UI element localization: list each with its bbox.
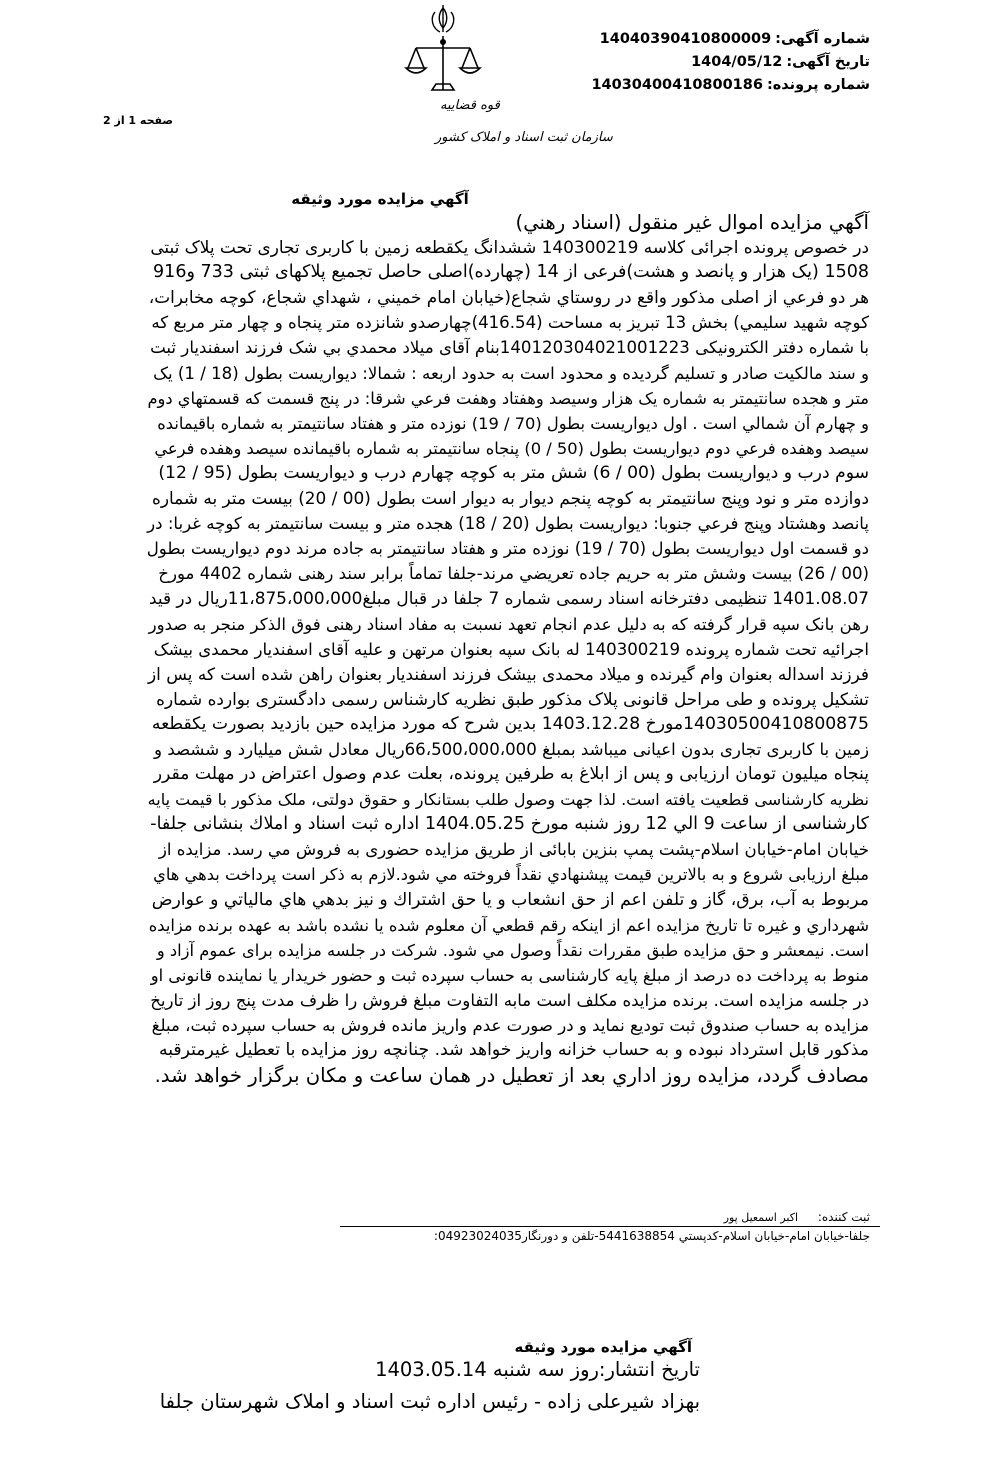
registrar-label: ثبت كننده: [817, 1210, 870, 1224]
page-indicator: صفحه 1 از 2 [103, 114, 174, 127]
body-line: رهن بانک سپه قرار گرفته که به دلیل عدم انجام تعهد نسبت به مفاد اسناد رهنی فوق الذکر منجر به صدور [148, 614, 869, 634]
body-line: سوم درب و ديواريست بطول (00 / 6) شش متر به کوچه چهارم درب و ديواريست بطول (95 / 12) [158, 462, 869, 483]
body-line: اجرائیه تحت شماره پرونده 140300219 له بانک سپه بعنوان مرتهن و علیه آقای اسفندیار محمدی بیشک [153, 639, 869, 659]
body-line: و سند مالکيت صادر و تسليم گرديده و محدود است به حدود اربعه : شمالا: ديواريست بطول (18 / 1) يک [153, 363, 869, 383]
body-line: 1401.08.07 تنظیمی دفترخانه اسناد رسمی شماره 7 جلفا در قبال مبلغ11،875،000،000ریال در قید [149, 588, 869, 609]
body-line: کوچه شهيد سليمي) بخش 13 تبريز به مساحت (416.54)چهارصدو شانزده متر پنجاه و چهار متر مربع که [151, 313, 869, 333]
body-line: پانصد وهشتاد وپنج فرعي جنوبا: ديواريست بطول (20 / 18) هجده متر و بيست سانتيمتر به کوچه غربا: در [147, 514, 869, 534]
case-number-row [591, 74, 870, 97]
judiciary-scales-emblem-icon [380, 2, 510, 172]
divider [340, 1226, 880, 1227]
body-line: 1508 (یک هزار و پانصد و هشت)فرعی از 14 (چهارده)اصلی حاصل تجمیع پلاکهای ثبتی 733 و916 [153, 262, 869, 283]
ad-number-label: شماره آگهی: [775, 31, 870, 47]
body-line: خيابان امام-خيابان اسلام-پشت پمپ بنزين بابائی از طريق مزايده حضوری به فروش مي رسد. مزايده از [158, 840, 869, 860]
body-line: 14030500410800875مورخ 1403.12.28 بدین شرح که مورد مزایده حین بازدید بصورت یکقطعه [151, 713, 869, 734]
ad-date-label: تاریخ آگهی: [786, 54, 870, 70]
body-line: سيصد وهفده فرعي دوم ديواريست بطول (50 / 0) پنجاه سانتيمتر به شماره باقيمانده سيصد وهفده فرعي [154, 438, 869, 458]
body-line: کارشناسی از ساعت 9 الي 12 روز شنبه مورخ 1404.05.25 اداره ثبت اسناد و املاك بنشانی جلفا- [150, 814, 869, 835]
body-line: مصادف گردد، مزايده روز اداري بعد از تعطيل در همان ساعت و مکان برگزار خواهد شد. [154, 1064, 869, 1088]
emblem-caption-judiciary: قوه قضاییه [440, 98, 500, 113]
emblem-caption-registration-org: سازمان ثبت اسناد و املاک کشور [435, 130, 613, 145]
body-line: زمین با کاربری تجاری بدون اعیانی میباشد بمبلغ 66،500،000،000ریال معادل شش میلیارد و ششصد و [154, 739, 869, 759]
body-line: مزايده به حساب صندوق ثبت توديع نمايد و در صورت عدم واريز مانده فروش به حساب سپرده ثبت، مبلغ [151, 1016, 869, 1035]
body-line: پنجاه میلیون تومان ارزیابی و پس از ابلاغ به طرفین پرونده، بعلت عدم وصول اعتراض در مهلت مقرر [153, 764, 869, 785]
registrar [724, 1210, 870, 1224]
body-line: با شماره دفتر الکترونیکی 140120304021001223بنام آقای ميلاد محمدي بي شک فرزند اسفنديار ثبت [150, 338, 869, 358]
body-line: شهرداري و غيره تا تاريخ مزايده اعم از اينکه رقم قطعي آن معلوم شده يا نشده باشد به عهده برنده مزايده [148, 915, 869, 935]
body-line: منوط به پرداخت ده درصد از مبلغ پايه کارشناسی به حساب سپرده ثبت و حضور خريدار يا نماينده قانونی او [150, 965, 869, 985]
body-line: هر دو فرعي از اصلی مذکور واقع در روستاي شجاع(خيابان امام خميني ، شهداي شجاع، کوچه مخابرات، [148, 287, 869, 308]
body-line: تشکیل پرونده و طی مراحل قانونی پلاک مذکور طبق نظریه کارشناس رسمی دادگستری بوارده شماره [156, 688, 869, 709]
registrar-name: اكبر اسمعيل پور [723, 1211, 799, 1224]
case-number-label: شماره پرونده: [766, 77, 870, 93]
body-line: آگهي مزايده اموال غير منقول (اسناد رهني) [515, 211, 869, 234]
ad-number-row [591, 28, 870, 51]
footer-title: آگهي مزايده مورد وثيقه [514, 1338, 692, 1356]
body-line: مبلغ ارزيابی شروع و به بالاترين قيمت پيشنهادي نقداً فروخته مي شود.لازم به ذکر است پرداخت بدهي هاي [153, 865, 869, 885]
notice-meta [591, 28, 870, 97]
body-line: و چهارم آن شمالي است . اول ديواريست بطول (70 / 19) نوزده متر و هفتاد سانتيمتر به شماره باقيمانده [157, 413, 869, 433]
notice-title: آگهي مزايده مورد وثيقه [291, 190, 469, 208]
body-line: متر و هجده سانتيمتر به شماره يک هزار وسيصد وهفتاد وهفت فرعي شرقا: در پنج قسمت که قسمتهاي دوم [147, 388, 869, 408]
body-line: در خصوص پرونده اجرائی کلاسه 140300219 ششدانگ یکقطعه زمین با کاربری تجاری تحت پلاک ثبتی [150, 237, 869, 258]
body-line: (00 / 26) بيست وشش متر به حريم جاده تعريضي مرند-جلفا تماماً برابر سند رهنی شماره 4402 مورخ [158, 564, 869, 584]
body-line: مذکور قابل استرداد نبوده و به حساب خزانه واريز خواهد شد. چنانچه روز مزايده با تعطيل غيرمترقبه [158, 1040, 869, 1061]
judiciary-emblem [380, 2, 613, 172]
body-line: در جلسه مزايده است. برنده مزايده مکلف است مابه التفاوت مبلغ فروش را ظرف مدت پنج روز از تاريخ [150, 990, 869, 1010]
body-line: است. نيمعشر و حق مزايده طبق مقررات نقداً وصول مي شود. شرکت در جلسه مزايده برای عموم آزاد و [156, 940, 869, 960]
case-number: 14030400410800186 [591, 77, 763, 93]
office-address: جلفا-خيابان امام-خيابان اسلام-کدپستي 5441638854-تلفن و دورنگار04923024035: [433, 1229, 870, 1243]
ad-date-row [591, 51, 870, 74]
publish-date: تاريخ انتشار:روز سه شنبه 1403.05.14 [375, 1358, 700, 1381]
ad-date: 1404/05/12 [691, 54, 783, 70]
body-line: فرزند اسداله بعنوان وام گیرنده و میلاد محمدی بیشک فرزند اسفندیار بعنوان راهن شده است که پس از [148, 663, 869, 684]
body-line: نظریه کارشناسی قطعیت یافته است. لذا جهت وصول طلب بستانکار و حقوق دولتی، ملک مذکور با قیمت پایه [147, 790, 869, 810]
signature-line: بهزاد شيرعلی زاده - رئيس اداره ثبت اسناد و املاک شهرستان جلفا [159, 1390, 700, 1413]
ad-number: 14040390410800009 [599, 31, 772, 47]
notice-body [147, 210, 869, 1088]
body-line: مربوط به آب، برق، گاز و تلفن اعم از حق انشعاب و يا حق اشتراك و نيز بدهي هاي مالياتي و عوارض [151, 889, 869, 910]
body-line: دو قسمت اول ديواريست بطول (70 / 19) نوزده متر و هفتاد سانتيمتر به جاده مرند دوم ديواريست بطول [146, 539, 869, 559]
body-line: دوازده متر و نود وپنج سانتيمتر به کوچه پنجم ديوار به ديوار است بطول (00 / 20) بيست متر به شماره [151, 488, 869, 509]
